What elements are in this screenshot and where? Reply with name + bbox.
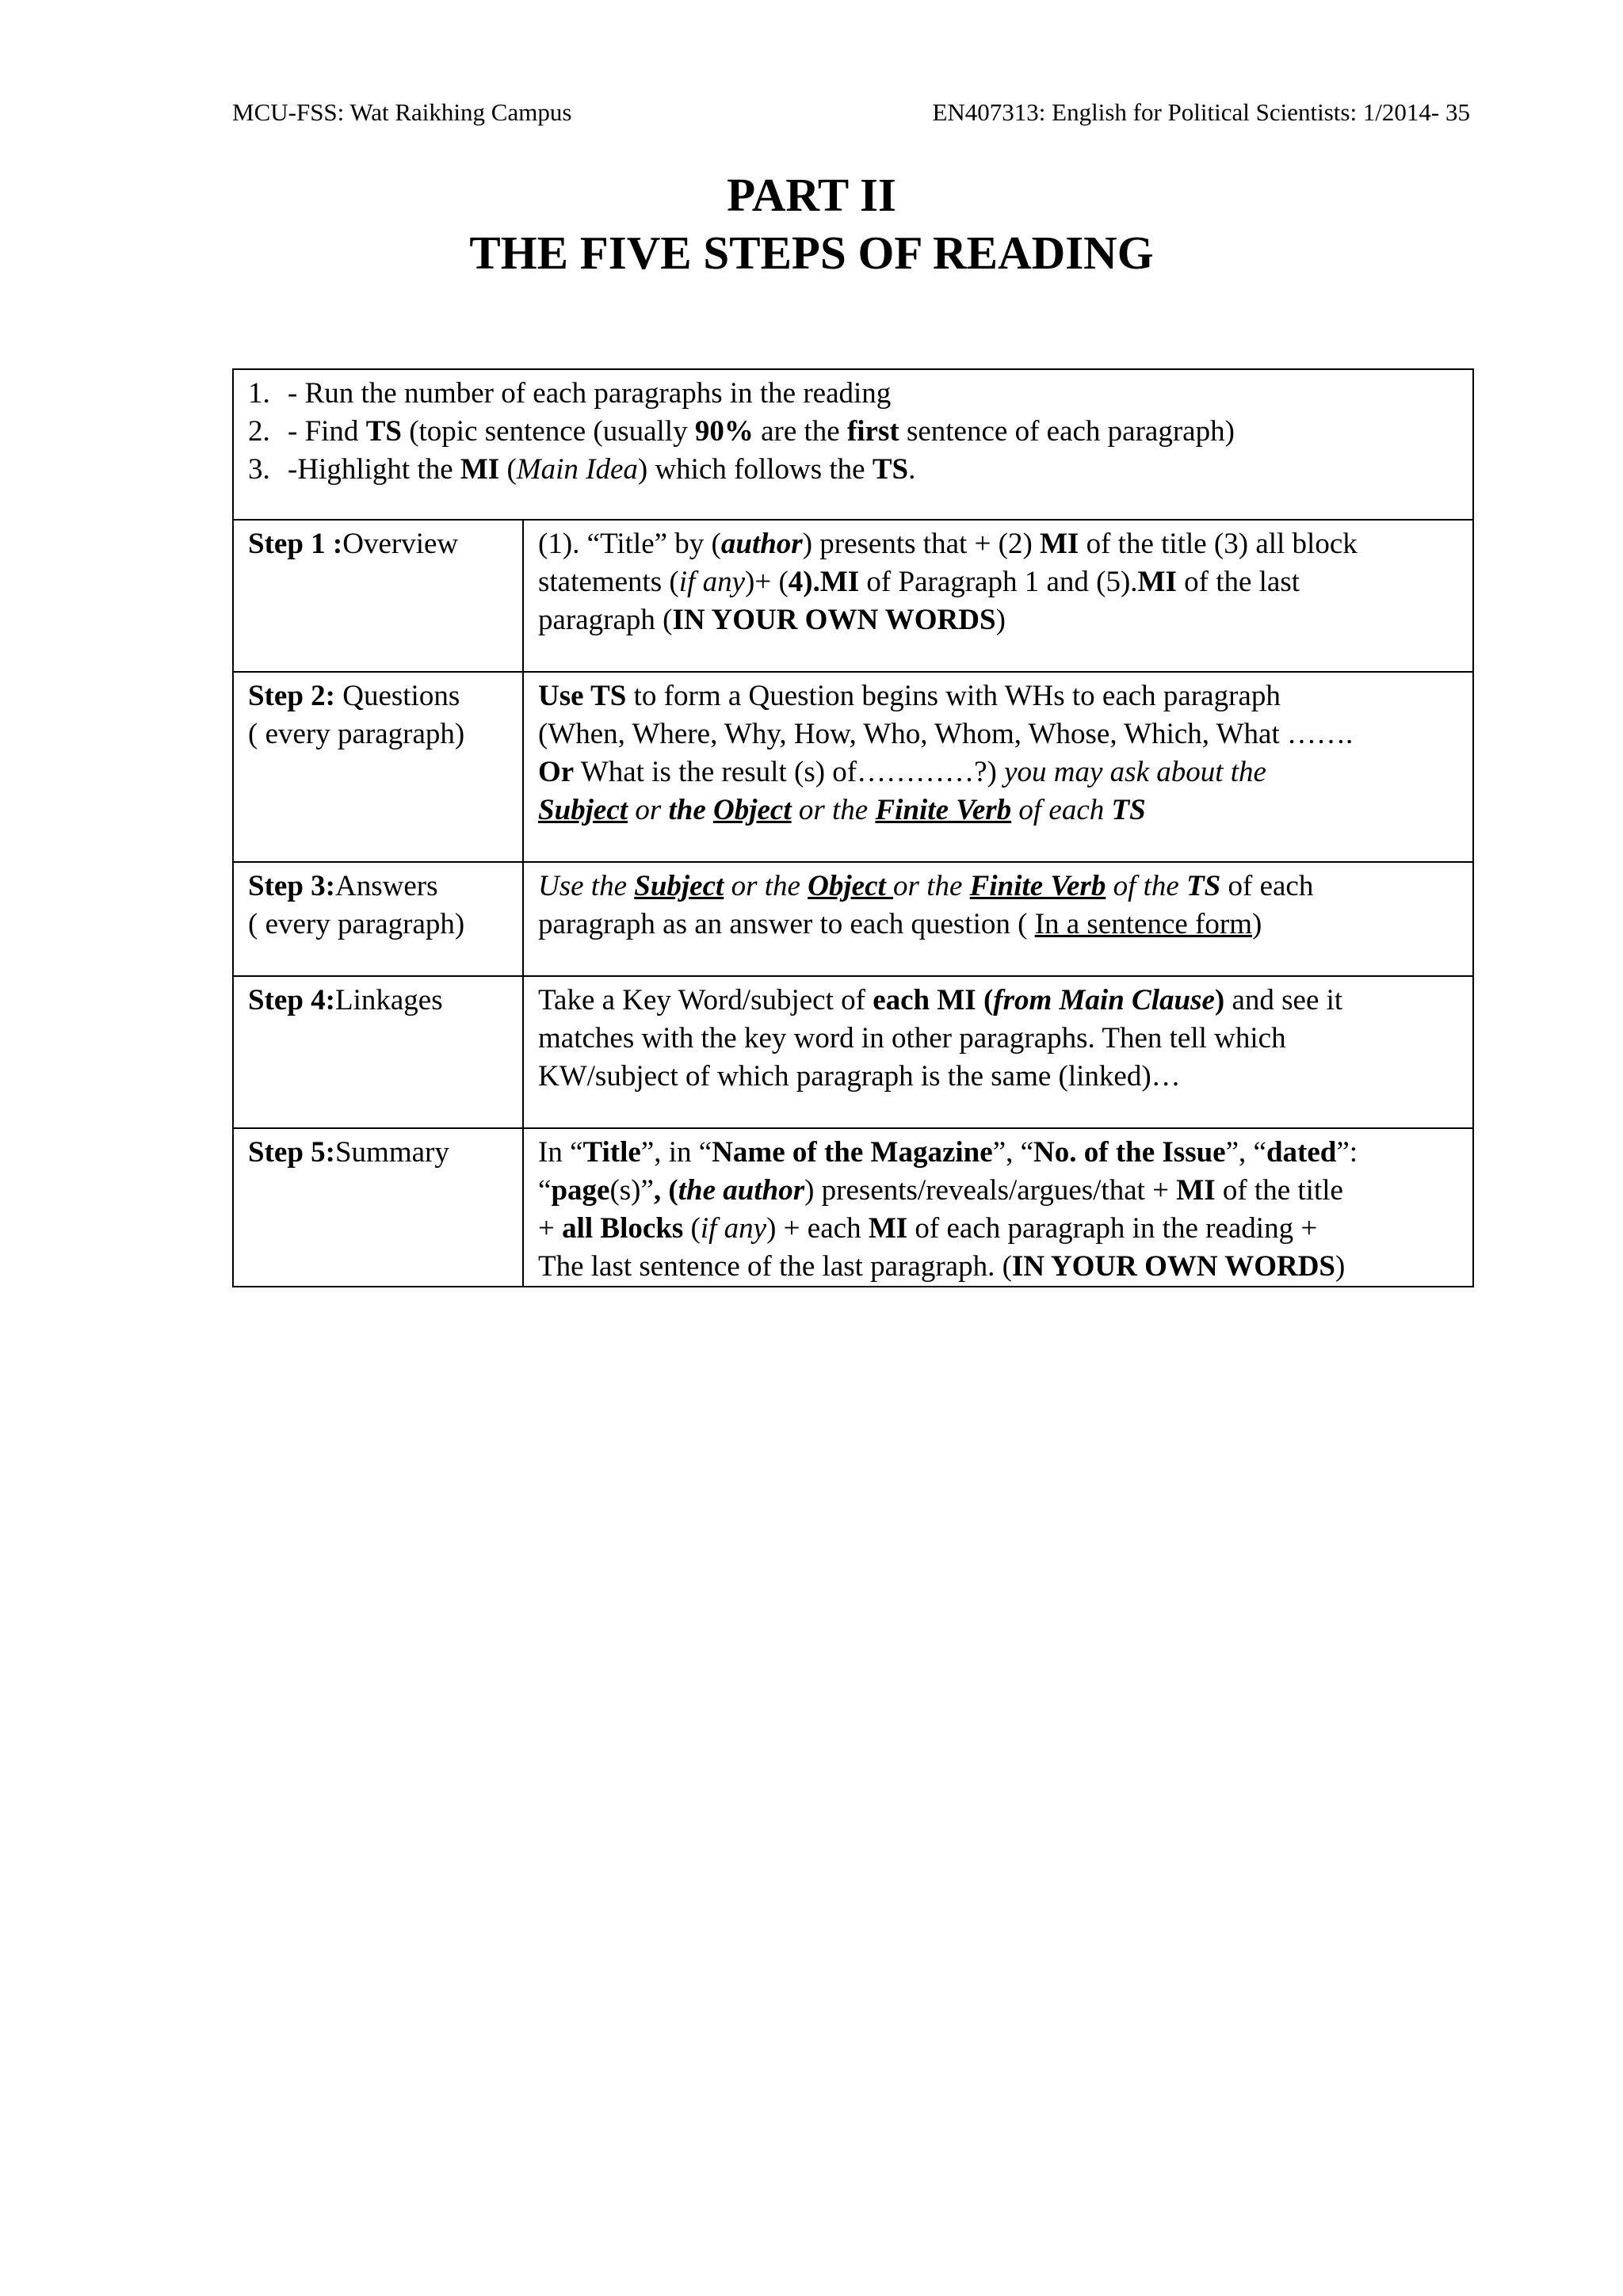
page-title bbox=[0, 166, 1623, 282]
text-run-bold-italic-underline: Object bbox=[713, 794, 792, 826]
text-run-italic: you may ask about the bbox=[1004, 756, 1266, 788]
text-run-bold: No. of the Issue bbox=[1033, 1136, 1226, 1169]
text-run-italic: if any bbox=[700, 1212, 767, 1245]
text-run-bold: ) bbox=[1214, 984, 1225, 1016]
text-run: ”: bbox=[1336, 1136, 1358, 1169]
text-run-italic: of the bbox=[1106, 870, 1187, 902]
list-number: 1. bbox=[248, 377, 270, 410]
text-run: ”, in “ bbox=[640, 1136, 712, 1169]
text-run-italic: or the bbox=[893, 870, 970, 902]
text-run-bold: TS bbox=[872, 453, 909, 486]
text-run: to form a Question begins with WHs to each paragraph bbox=[626, 680, 1281, 712]
text-run: ( bbox=[499, 453, 517, 486]
intro-cell bbox=[233, 369, 1473, 520]
step-label-cell bbox=[233, 1128, 523, 1287]
text-run-bold-italic-underline: Subject bbox=[538, 794, 628, 826]
text-run: ) bbox=[1335, 1250, 1346, 1283]
step-5-description bbox=[523, 1128, 1473, 1287]
text-run-bold: , ( bbox=[653, 1174, 678, 1207]
step-label-text: Summary bbox=[334, 1136, 449, 1169]
step-row-overview bbox=[233, 520, 1473, 672]
text-run: ( bbox=[683, 1212, 701, 1245]
step-row-answers bbox=[233, 862, 1473, 976]
text-run-bold: MI bbox=[868, 1212, 908, 1245]
text-run-bold-italic-underline: Finite Verb bbox=[969, 870, 1106, 902]
text-run: paragraph ( bbox=[538, 604, 673, 636]
text-run-bold: Or bbox=[538, 756, 575, 788]
text-run-bold-italic: the bbox=[668, 794, 706, 826]
text-run-italic: Main Idea bbox=[516, 453, 638, 486]
text-run: “ bbox=[538, 1174, 552, 1207]
text-run-bold: MI bbox=[1040, 528, 1079, 560]
step-row-questions bbox=[233, 672, 1473, 862]
text-run-italic: if any bbox=[678, 566, 745, 598]
intro-row bbox=[233, 369, 1473, 520]
step-1-label bbox=[248, 525, 511, 563]
step-label-text: Answers bbox=[334, 870, 438, 902]
text-run-bold-italic: the author bbox=[678, 1174, 805, 1207]
text-run: + bbox=[538, 1212, 563, 1245]
title-line-2: THE FIVE STEPS OF READING bbox=[469, 227, 1154, 279]
text-run: ”, “ bbox=[1225, 1136, 1266, 1169]
text-run: of the title bbox=[1215, 1174, 1343, 1207]
text-run-italic: or the bbox=[724, 870, 808, 902]
text-run: (When, Where, Why, How, Who, Whom, Whose, Which, What ……. bbox=[538, 718, 1354, 750]
text-run-italic: or the bbox=[791, 794, 876, 826]
text-run: (topic sentence (usually bbox=[401, 415, 695, 448]
text-run-bold: MI bbox=[1176, 1174, 1216, 1207]
step-row-linkages bbox=[233, 976, 1473, 1128]
text-run: KW/subject of which paragraph is the same (linked)… bbox=[538, 1060, 1181, 1093]
text-run: of each paragraph in the reading + bbox=[907, 1212, 1318, 1245]
text-run-underline: In a sentence form bbox=[1034, 908, 1252, 940]
text-run-bold: dated bbox=[1266, 1136, 1337, 1169]
step-label-bold: Step 1 : bbox=[248, 528, 343, 560]
intro-item-text: - Run the number of each paragraphs in the reading bbox=[288, 377, 892, 410]
text-run: matches with the key word in other paragraphs. Then tell which bbox=[538, 1022, 1286, 1055]
step-label-bold: Step 2: bbox=[248, 680, 335, 712]
text-run-bold: Name of the Magazine bbox=[712, 1136, 993, 1169]
text-run: What is the result (s) of…………?) bbox=[574, 756, 1005, 788]
intro-list bbox=[248, 375, 1461, 489]
header-left: MCU-FSS: Wat Raikhing Campus bbox=[232, 98, 572, 126]
text-run: )+ ( bbox=[745, 566, 789, 598]
text-run: . bbox=[908, 453, 916, 486]
step-row-summary bbox=[233, 1128, 1473, 1287]
step-label-cell bbox=[233, 976, 523, 1128]
text-run-bold: first bbox=[846, 415, 899, 448]
step-label-text: Overview bbox=[342, 528, 459, 560]
text-run: of the title (3) all block bbox=[1079, 528, 1358, 560]
text-run: ”, “ bbox=[992, 1136, 1034, 1169]
text-run-italic bbox=[706, 794, 713, 826]
steps-table bbox=[232, 368, 1474, 1287]
text-run: and see it bbox=[1224, 984, 1343, 1016]
step-4-label bbox=[248, 982, 511, 1020]
step-3-label bbox=[248, 868, 511, 906]
step-label-cell bbox=[233, 520, 523, 672]
step-1-description bbox=[523, 520, 1473, 672]
text-run-bold-italic-underline: Finite Verb bbox=[875, 794, 1012, 826]
text-run: (1). “Title” by ( bbox=[538, 528, 721, 560]
text-run: statements ( bbox=[538, 566, 679, 598]
text-run: ) presents/reveals/argues/that + bbox=[804, 1174, 1177, 1207]
text-run-italic: of each bbox=[1011, 794, 1112, 826]
text-run-bold-italic-underline: Object bbox=[808, 870, 894, 902]
step-label-bold: Step 3: bbox=[248, 870, 335, 902]
text-run: are the bbox=[753, 415, 847, 448]
page-header bbox=[232, 97, 1470, 128]
text-run-bold-italic-underline: Subject bbox=[634, 870, 724, 902]
text-run: paragraph as an answer to each question ( bbox=[538, 908, 1035, 940]
text-run-bold-italic: TS bbox=[1111, 794, 1146, 826]
header-right: EN407313: English for Political Scientists: 1/2014- 35 bbox=[932, 98, 1470, 126]
text-run-bold: Title bbox=[582, 1136, 641, 1169]
text-run: ) presents that + (2) bbox=[802, 528, 1041, 560]
text-run-bold: 90% bbox=[694, 415, 754, 448]
text-run-bold: Use TS bbox=[538, 680, 627, 712]
text-run: -Highlight the bbox=[288, 453, 460, 486]
text-run: ) which follows the bbox=[637, 453, 873, 486]
step-2-label bbox=[248, 677, 511, 715]
text-run: Take a Key Word/subject of bbox=[538, 984, 873, 1016]
step-4-description bbox=[523, 976, 1473, 1128]
text-run: of each bbox=[1220, 870, 1314, 902]
text-run-bold-italic: from Main Clause bbox=[993, 984, 1215, 1016]
step-label-text: Linkages bbox=[334, 984, 443, 1016]
step-label-cell bbox=[233, 862, 523, 976]
intro-item-3 bbox=[248, 451, 1461, 489]
step-3-sublabel: ( every paragraph) bbox=[248, 908, 465, 940]
list-number: 2. bbox=[248, 415, 270, 448]
text-run: - Find bbox=[288, 415, 366, 448]
intro-item-1 bbox=[248, 375, 1461, 413]
text-run: of Paragraph 1 and (5). bbox=[859, 566, 1138, 598]
text-run: sentence of each paragraph) bbox=[899, 415, 1235, 448]
text-run-bold: IN YOUR OWN WORDS bbox=[672, 604, 996, 636]
step-2-description bbox=[523, 672, 1473, 862]
text-run-bold: all Blocks bbox=[562, 1212, 684, 1245]
text-run-bold-italic: TS bbox=[1186, 870, 1221, 902]
text-run-bold: TS bbox=[365, 415, 402, 448]
list-number: 3. bbox=[248, 453, 270, 486]
text-run: ) bbox=[995, 604, 1006, 636]
text-run-bold: IN YOUR OWN WORDS bbox=[1011, 1250, 1335, 1283]
step-label-bold: Step 5: bbox=[248, 1136, 335, 1169]
text-run-bold: each MI ( bbox=[873, 984, 994, 1016]
step-label-text: Questions bbox=[334, 680, 460, 712]
text-run: ) + each bbox=[766, 1212, 869, 1245]
text-run: ) bbox=[1251, 908, 1262, 940]
step-label-cell bbox=[233, 672, 523, 862]
text-run: The last sentence of the last paragraph. ( bbox=[538, 1250, 1012, 1283]
text-run: In “ bbox=[538, 1136, 583, 1169]
step-label-bold: Step 4: bbox=[248, 984, 335, 1016]
text-run-bold: 4).MI bbox=[788, 566, 860, 598]
text-run: (s)” bbox=[609, 1174, 654, 1207]
text-run-bold: MI bbox=[1137, 566, 1177, 598]
step-3-description bbox=[523, 862, 1473, 976]
text-run-bold: page bbox=[551, 1174, 610, 1207]
intro-item-2 bbox=[248, 413, 1461, 451]
step-2-sublabel: ( every paragraph) bbox=[248, 718, 465, 750]
text-run-bold-italic: author bbox=[720, 528, 803, 560]
text-run-italic: or bbox=[628, 794, 669, 826]
step-5-label bbox=[248, 1134, 511, 1172]
text-run-italic: Use the bbox=[538, 870, 635, 902]
text-run-bold: MI bbox=[460, 453, 500, 486]
text-run: of the last bbox=[1176, 566, 1300, 598]
title-line-1: PART II bbox=[727, 169, 896, 221]
